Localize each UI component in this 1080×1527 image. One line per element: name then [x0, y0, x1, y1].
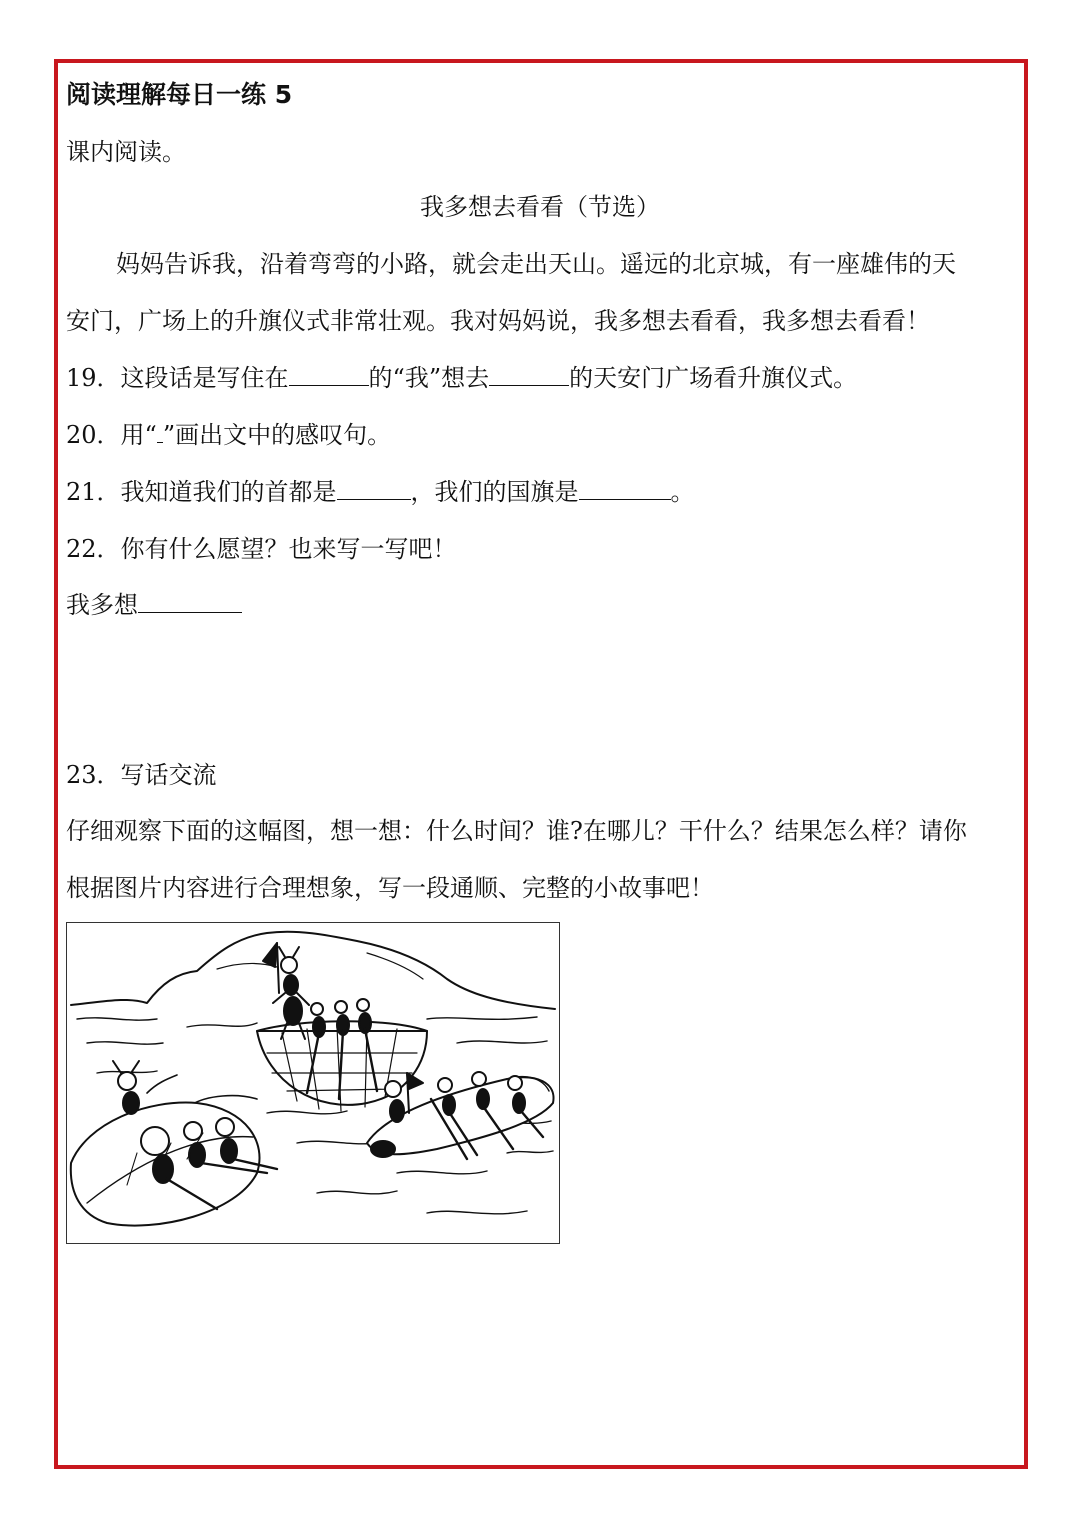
question-text: 写话交流 [120, 761, 217, 789]
passage-line-2: 安门，广场上的升旗仪式非常壮观。我对妈妈说，我多想去看看，我多想去看看！ [66, 307, 930, 335]
question-text: 我知道我们的首都是 [120, 478, 337, 506]
answer-blank[interactable] [289, 363, 369, 386]
passage-title: 我多想去看看（节选） [420, 193, 660, 221]
passage-line-1: 妈妈告诉我，沿着弯弯的小路，就会走出天山。遥远的北京城，有一座雄伟的天 [116, 250, 956, 278]
question-23 [66, 760, 217, 790]
question-text: 用“ [120, 421, 157, 449]
answer-blank[interactable] [489, 363, 569, 386]
question-text: 你有什么愿望？也来写一写吧！ [120, 535, 457, 563]
answer-blank[interactable] [337, 477, 411, 500]
question-number: 23． [66, 761, 121, 789]
ants-boats-illustration [66, 922, 560, 1244]
shore-line [71, 932, 555, 1009]
question-21 [66, 477, 695, 507]
worksheet-title: 阅读理解每日一练 5 [66, 80, 293, 109]
question-text: 的天安门广场看升旗仪式。 [569, 364, 858, 392]
answer-blank[interactable] [579, 477, 671, 500]
section-label: 课内阅读。 [66, 138, 186, 166]
question-number: 21． [66, 478, 121, 506]
question-19 [66, 363, 857, 393]
question-number: 22． [66, 535, 121, 563]
writing-prompt-line-1: 仔细观察下面的这幅图，想一想：什么时间？谁?在哪儿？干什么？结果怎么样？请你 [66, 817, 967, 845]
answer-prefix: 我多想 [66, 591, 138, 619]
question-text: 的“我”想去 [368, 364, 490, 392]
question-number: 19． [66, 364, 121, 392]
question-20 [66, 420, 391, 450]
question-text: 。 [670, 478, 695, 506]
writing-prompt-line-2: 根据图片内容进行合理想象，写一段通顺、完整的小故事吧！ [66, 874, 714, 902]
ant-captain [263, 943, 309, 1039]
question-text: 这段话是写住在 [120, 364, 289, 392]
question-number: 20． [66, 421, 121, 449]
question-text: ”画出文中的感叹句。 [162, 421, 392, 449]
answer-blank[interactable] [138, 590, 242, 613]
answer-line-22 [66, 590, 242, 620]
question-22 [66, 534, 457, 564]
question-text: ，我们的国旗是 [410, 478, 579, 506]
